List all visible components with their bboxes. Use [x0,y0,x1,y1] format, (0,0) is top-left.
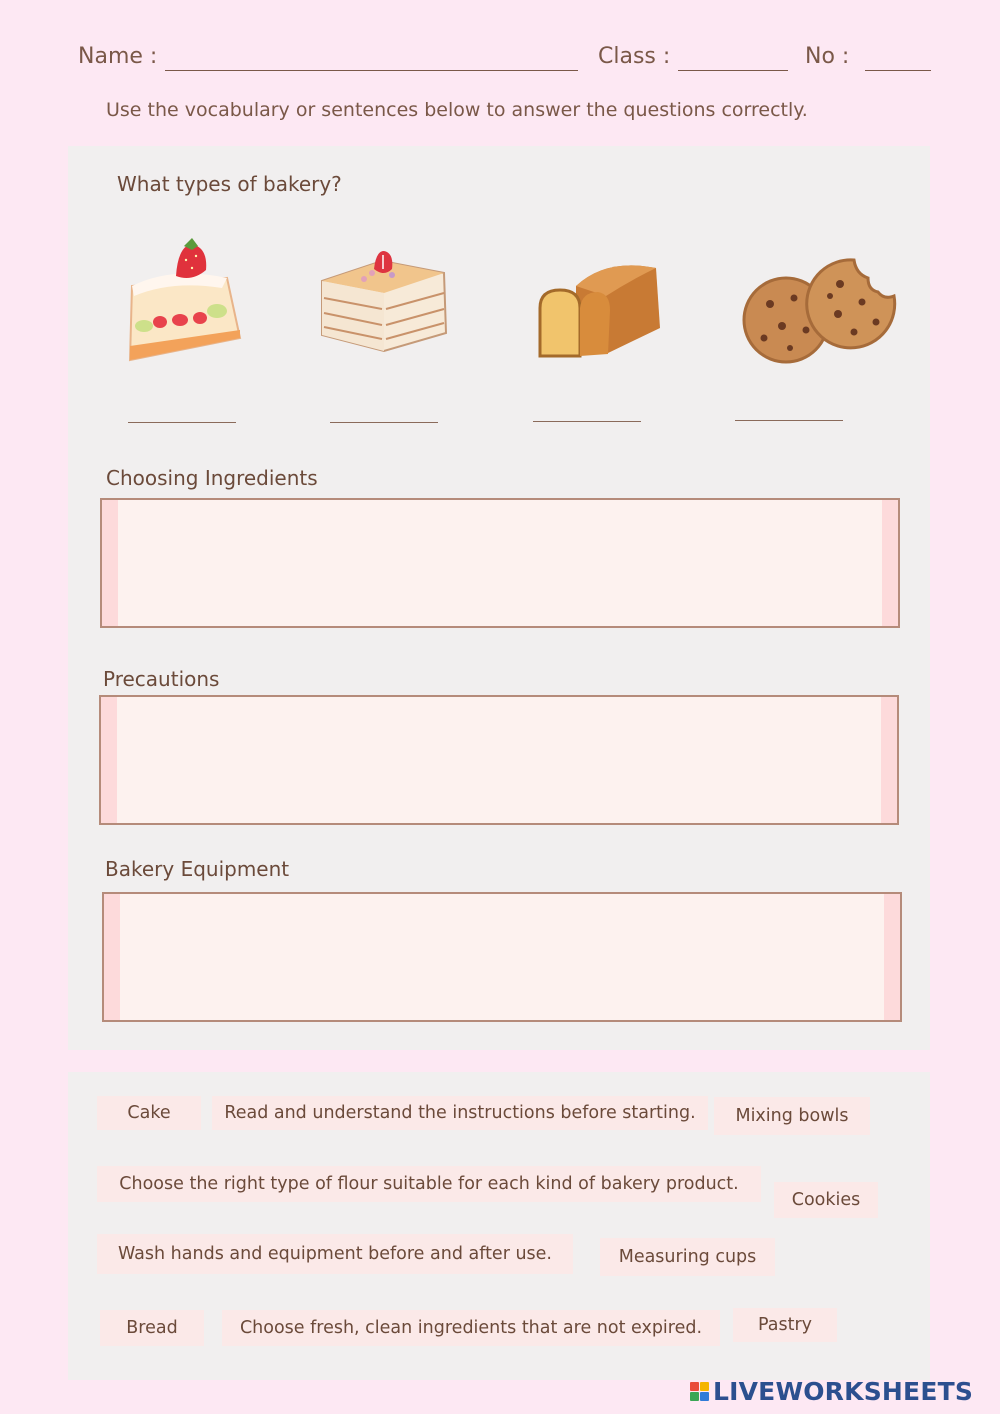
equipment-title: Bakery Equipment [105,857,290,881]
word-chip[interactable]: Wash hands and equipment before and after use. [97,1234,573,1274]
pastry-icon [312,243,454,358]
word-chip[interactable]: Bread [100,1310,204,1346]
equipment-dropzone[interactable] [102,892,902,1022]
name-field[interactable] [165,70,578,71]
precautions-title: Precautions [103,667,220,691]
liveworksheets-logo [690,1377,973,1406]
answer-line-pastry[interactable] [330,422,438,423]
ingredients-dropzone[interactable] [100,498,900,628]
logo-text: LIVEWORKSHEETS [713,1377,974,1406]
ingredients-title: Choosing Ingredients [106,466,318,490]
name-label: Name : [78,44,158,69]
class-label: Class : [598,44,671,69]
answer-line-cake[interactable] [128,422,236,423]
cookies-icon [742,256,902,368]
logo-mark-icon [690,1382,709,1401]
word-chip[interactable]: Measuring cups [600,1238,775,1276]
question-title: What types of bakery? [117,172,342,196]
no-label: No : [805,44,850,69]
answer-line-bread[interactable] [533,421,641,422]
word-chip[interactable]: Choose fresh, clean ingredients that are not expired. [222,1310,720,1346]
word-chip[interactable]: Choose the right type of flour suitable for each kind of bakery product. [97,1166,761,1202]
word-chip[interactable]: Pastry [733,1308,837,1342]
bread-loaf-icon [536,256,666,364]
precautions-dropzone[interactable] [99,695,899,825]
word-chip[interactable]: Read and understand the instructions before starting. [212,1096,708,1130]
word-chip[interactable]: Mixing bowls [714,1097,870,1135]
word-chip[interactable]: Cookies [774,1182,878,1218]
no-field[interactable] [865,70,931,71]
answer-line-cookies[interactable] [735,420,843,421]
word-chip[interactable]: Cake [97,1096,201,1130]
class-field[interactable] [678,70,788,71]
instructions-text: Use the vocabulary or sentences below to answer the questions correctly. [106,99,808,121]
strawberry-shortcake-icon [122,236,250,366]
